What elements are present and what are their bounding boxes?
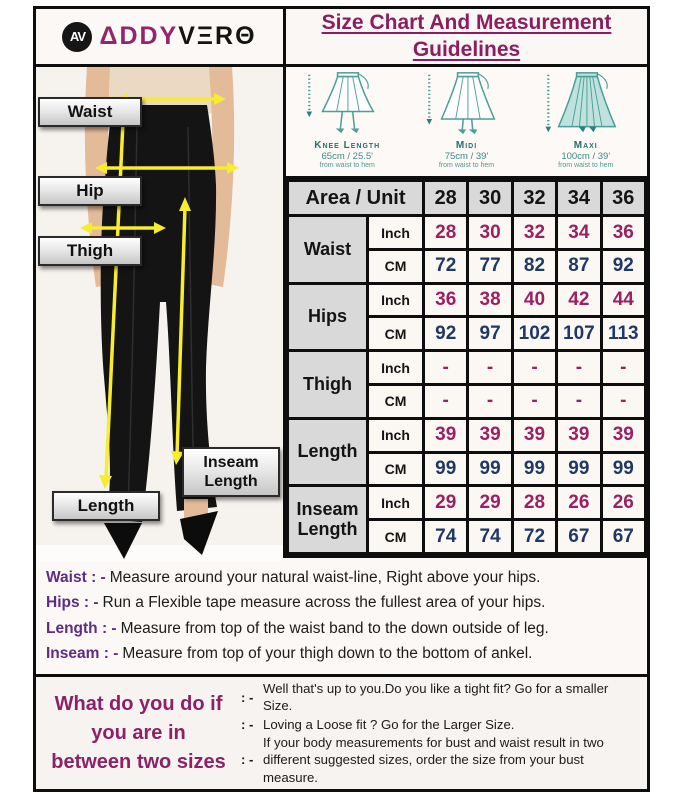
knee-length-skirt-icon	[297, 70, 397, 136]
right-column	[286, 67, 647, 555]
note-waist	[46, 569, 637, 587]
page-title	[286, 9, 647, 64]
value-cell: 30	[468, 216, 512, 250]
skirt-fig-maxi	[528, 70, 644, 170]
value-cell: 29	[424, 486, 468, 520]
value-cell: 74	[424, 520, 468, 554]
skirt-length-guide	[286, 67, 647, 179]
skirt-note: from waist to hem	[319, 161, 375, 169]
faq-question-line1: What do you do if	[54, 692, 223, 715]
value-cell: 28	[424, 216, 468, 250]
faq-bullet: : -	[241, 689, 254, 705]
unit-cell: Inch	[368, 216, 424, 250]
size-chart-card	[33, 6, 650, 792]
size-header: 36	[601, 181, 645, 216]
value-cell: -	[512, 351, 556, 385]
value-cell: 77	[468, 249, 512, 283]
value-cell: 34	[557, 216, 601, 250]
page-title-line2: Guidelines	[412, 37, 521, 61]
unit-cell: CM	[368, 520, 424, 554]
value-cell: 72	[424, 249, 468, 283]
size-header: 32	[512, 181, 556, 216]
faq-answer-text: Loving a Loose fit ? Go for the Larger Size.	[263, 716, 515, 732]
note-inseam-text: Measure from top of your thigh down to the bottom of ankel.	[122, 644, 533, 662]
thigh-label: Thigh	[38, 236, 142, 266]
faq-question-line3: between two sizes	[51, 750, 226, 773]
value-cell: 99	[512, 452, 556, 486]
brand-name	[99, 22, 256, 51]
value-cell: -	[601, 351, 645, 385]
skirt-note: from waist to hem	[438, 161, 495, 169]
unit-cell: Inch	[368, 283, 424, 317]
main-row	[36, 67, 647, 555]
waist-label: Waist	[38, 97, 142, 127]
faq-answer-text: Well that's up to you.Do you like a tight fit? Go for a smaller Size.	[263, 681, 609, 714]
size-table-row	[288, 283, 646, 317]
value-cell: 42	[557, 283, 601, 317]
size-table-body	[288, 181, 646, 554]
value-cell: 99	[557, 452, 601, 486]
value-cell: 32	[512, 216, 556, 250]
value-cell: 82	[512, 249, 556, 283]
value-cell: 67	[557, 520, 601, 554]
value-cell: -	[424, 385, 468, 419]
area-cell: Thigh	[288, 351, 368, 419]
value-cell: 39	[424, 418, 468, 452]
brand-logo	[36, 9, 286, 64]
note-waist-text: Measure around your natural waist-line, Right above your hips.	[109, 569, 541, 587]
value-cell: 74	[468, 520, 512, 554]
value-cell: 38	[468, 283, 512, 317]
note-length-label: Length : -	[46, 619, 117, 637]
value-cell: 72	[512, 520, 556, 554]
value-cell: 87	[557, 249, 601, 283]
size-table-row	[288, 418, 646, 452]
brand-name-right: VΞRΘ	[178, 22, 257, 50]
value-cell: 40	[512, 283, 556, 317]
size-table	[286, 179, 647, 555]
size-table-row	[288, 486, 646, 520]
size-table-row	[288, 216, 646, 250]
skirt-name: Midi	[455, 140, 478, 151]
value-cell: -	[424, 351, 468, 385]
area-cell: Inseam Length	[288, 486, 368, 554]
value-cell: 39	[601, 418, 645, 452]
value-cell: 67	[601, 520, 645, 554]
brand-name-left: ΔDDY	[99, 22, 179, 50]
value-cell: 36	[601, 216, 645, 250]
inseam-label-line2: Length	[204, 473, 258, 491]
value-cell: 39	[557, 418, 601, 452]
note-hips	[46, 594, 637, 612]
value-cell: 29	[468, 486, 512, 520]
unit-cell: CM	[368, 249, 424, 283]
area-cell: Length	[288, 418, 368, 486]
header-row	[36, 9, 647, 67]
value-cell: 28	[512, 486, 556, 520]
value-cell: -	[557, 385, 601, 419]
faq-question-line2: you are in	[91, 721, 186, 744]
size-table-wrap	[286, 179, 647, 555]
faq-question	[36, 677, 241, 789]
note-inseam-label: Inseam : -	[46, 644, 119, 662]
length-label: Length	[52, 491, 160, 521]
faq-answer-text: If your body measurements for bust and waist result in two different suggested sizes, order the size from your bust measure.	[263, 735, 604, 785]
value-cell: 113	[601, 317, 645, 351]
value-cell: -	[557, 351, 601, 385]
skirt-fig-knee-length	[289, 70, 405, 170]
inseam-length-label	[182, 447, 280, 497]
size-table-row	[288, 351, 646, 385]
faq-bullet: : -	[241, 716, 254, 732]
unit-cell: CM	[368, 452, 424, 486]
faq-bullet: : -	[241, 752, 254, 768]
value-cell: 92	[424, 317, 468, 351]
value-cell: 26	[557, 486, 601, 520]
value-cell: 99	[468, 452, 512, 486]
unit-cell: Inch	[368, 486, 424, 520]
area-unit-header: Area / Unit	[288, 181, 424, 216]
size-header: 30	[468, 181, 512, 216]
note-length-text: Measure from top of the waist band to the down outside of leg.	[120, 619, 549, 637]
note-length	[46, 620, 637, 638]
value-cell: 39	[512, 418, 556, 452]
measurement-notes	[36, 555, 647, 674]
skirt-note: from waist to hem	[558, 161, 614, 169]
midi-skirt-icon	[417, 70, 517, 136]
inseam-label-line1: Inseam	[203, 454, 259, 471]
area-cell: Waist	[288, 216, 368, 284]
brand-monogram-icon: AV	[62, 22, 92, 52]
value-cell: 36	[424, 283, 468, 317]
faq-answer-2	[241, 716, 641, 733]
value-cell: 44	[601, 283, 645, 317]
skirt-fig-midi	[409, 70, 525, 170]
skirt-size: 100cm / 39'	[561, 150, 611, 162]
value-cell: 99	[424, 452, 468, 486]
unit-cell: Inch	[368, 418, 424, 452]
value-cell: 97	[468, 317, 512, 351]
value-cell: -	[468, 351, 512, 385]
unit-cell: CM	[368, 385, 424, 419]
unit-cell: CM	[368, 317, 424, 351]
note-hips-text: Run a Flexible tape measure across the fullest area of your hips.	[102, 594, 546, 612]
value-cell: -	[512, 385, 556, 419]
faq-answer-1	[241, 680, 641, 714]
value-cell: 26	[601, 486, 645, 520]
note-inseam	[46, 645, 637, 663]
area-cell: Hips	[288, 283, 368, 351]
value-cell: 39	[468, 418, 512, 452]
hip-label: Hip	[38, 176, 142, 206]
maxi-skirt-icon	[536, 70, 636, 136]
faq-answers	[241, 677, 647, 789]
skirt-name: Maxi	[573, 140, 598, 151]
measurement-model-illustration	[36, 67, 286, 555]
skirt-name: Knee Length	[314, 140, 381, 151]
value-cell: 92	[601, 249, 645, 283]
page-title-line1: Size Chart And Measurement	[321, 11, 612, 35]
size-header: 28	[424, 181, 468, 216]
value-cell: 102	[512, 317, 556, 351]
value-cell: 99	[601, 452, 645, 486]
note-hips-label: Hips : -	[46, 594, 99, 612]
skirt-size: 65cm / 25.5'	[321, 150, 373, 162]
skirt-size: 75cm / 39'	[444, 150, 489, 162]
between-sizes-faq	[36, 674, 647, 789]
value-cell: -	[601, 385, 645, 419]
value-cell: 107	[557, 317, 601, 351]
faq-answer-3	[241, 734, 641, 785]
size-header: 34	[557, 181, 601, 216]
note-waist-label: Waist : -	[46, 569, 106, 587]
value-cell: -	[468, 385, 512, 419]
size-table-header-row	[288, 181, 646, 216]
unit-cell: Inch	[368, 351, 424, 385]
